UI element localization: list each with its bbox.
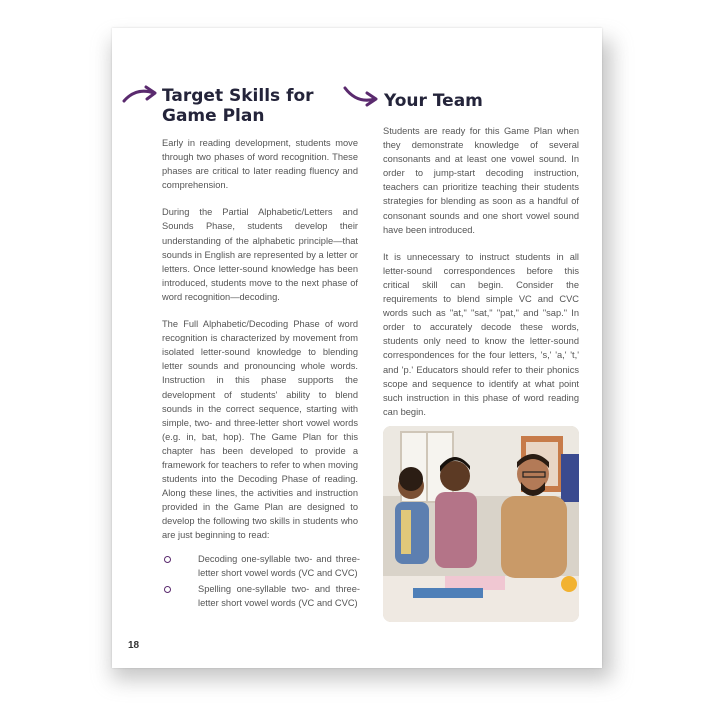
list-item-text: Spelling one-syllable two- and three-letter short vowel words (VC and CVC) — [198, 584, 360, 609]
left-column — [162, 136, 358, 556]
paragraph: It is unnecessary to instruct students in all letter-sound correspondences before this critical skill can begin. Consider the requirements to blend simple VC and CVC words such as "at," "sat," "pat," and "sap." In order to accurately decode these words, students only need to know the letter-sound correspondences for the four letters, 's,' 'a,' 't,' and 'p.' Educators should refer to their phonics scope and sequence to identify at what point such instruction in this phase of word reading can begin. — [383, 251, 579, 417]
skill-list — [164, 552, 360, 612]
paragraph: The Full Alphabetic/Decoding Phase of word recognition is characterized by movement from isolated letter-sound knowledge to blending letter sounds and pronouncing whole words. Instruction in this phase supports the development of students' ability to blend sounds in the correct sequence, starting with simple, two- and three-letter short vowel words (e.g. in, bat, hop). The Game Plan for this chapter has been developed to provide a framework for teachers to refer to when moving students into the Decoding Phase of reading. Along these lines, the activities and instruction provided in the Game Plan are designed to develop the following two skills in students who are just beginning to read: — [162, 319, 358, 541]
list-item — [164, 552, 360, 580]
paragraph: During the Partial Alphabetic/Letters and Sounds Phase, students develop their understanding of the alphabetic principle—that sounds in English are represented by a letter or letters. Once letter-sound knowledge has been introduced, students move to the next phase of word recognition—decoding. — [162, 207, 358, 302]
list-item — [164, 582, 360, 610]
your-team-heading: Your Team — [384, 91, 483, 111]
heading-line: Game Plan — [162, 106, 265, 126]
paragraph: Early in reading development, students move through two phases of word recognition. These phases are critical to later reading fluency and comprehension. — [162, 138, 358, 191]
classroom-photo — [383, 426, 579, 622]
paragraph: Students are ready for this Game Plan when they demonstrate knowledge of several consonants and at least one vowel sound. In order to jump-start decoding instruction, teachers can prioritize teaching their students strategies for blending as soon as a handful of consonant sounds and one short vowel sound have been introduced. — [383, 126, 579, 235]
bullet-circle-icon — [164, 556, 171, 563]
heading-line: Target Skills for — [162, 86, 314, 106]
page-number: 18 — [128, 640, 140, 651]
curved-arrow-icon — [343, 84, 379, 108]
target-skills-heading — [162, 86, 314, 126]
document-page — [112, 28, 602, 668]
list-item-text: Decoding one-syllable two- and three-letter short vowel words (VC and CVC) — [198, 554, 360, 579]
right-column — [383, 124, 579, 432]
curved-arrow-icon — [122, 84, 158, 104]
bullet-circle-icon — [164, 586, 171, 593]
